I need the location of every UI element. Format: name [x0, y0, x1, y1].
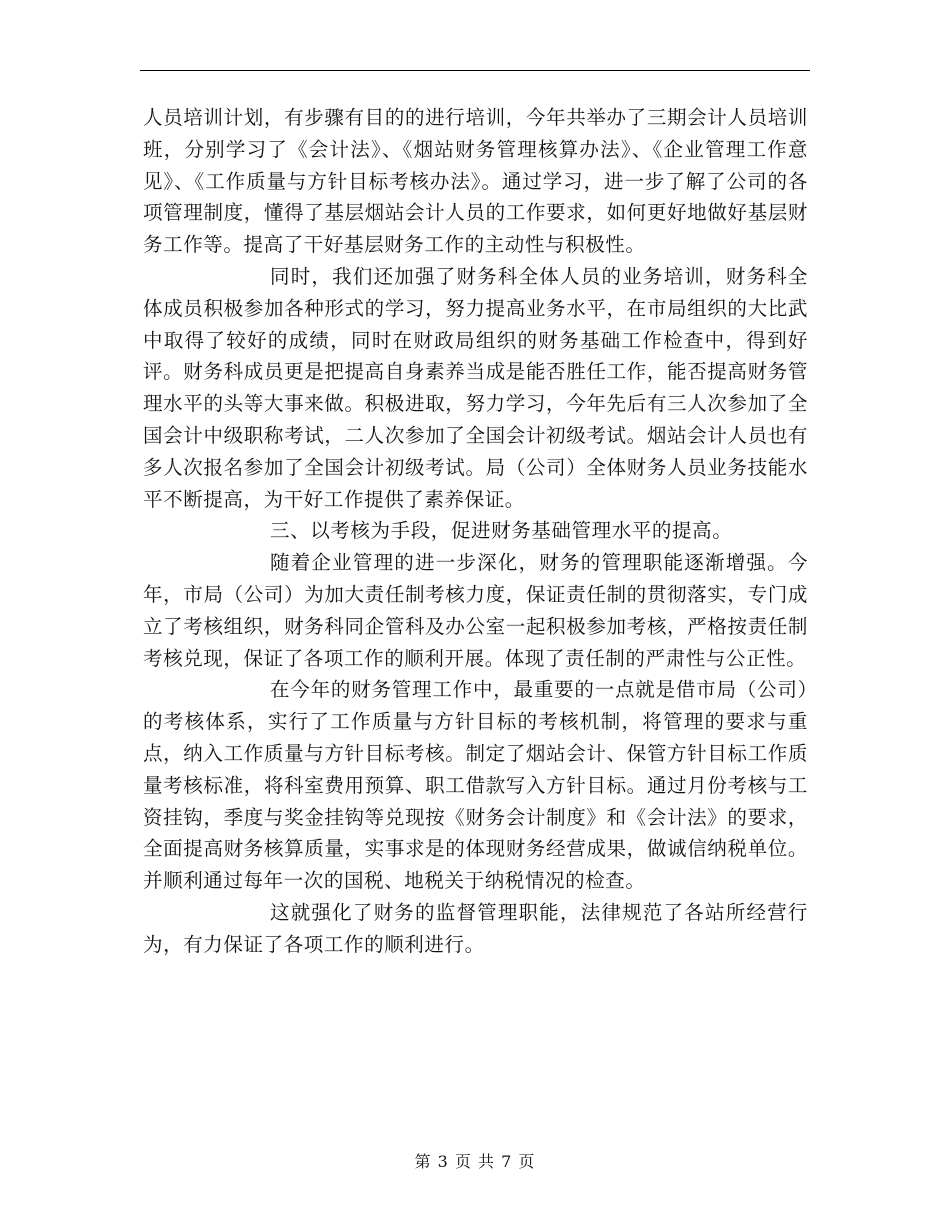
page-footer: 第 3 页 共 7 页: [414, 1152, 536, 1171]
paragraph-4: 随着企业管理的进一步深化，财务的管理职能逐渐增强。今年，市局（公司）为加大责任制考核力度，保证责任制的贯彻落实，专门成立了考核组织，财务科同企管科及办公室一起积极参加考核，严格按责任制考核兑现，保证了各项工作的顺利开展。体现了责任制的严肃性与公正性。: [143, 551, 808, 670]
header-rule: [140, 70, 810, 71]
paragraph-1: 人员培训计划，有步骤有目的的进行培训，今年共举办了三期会计人员培训班，分别学习了《会计法》、《烟站财务管理核算办法》、《企业管理工作意见》、《工作质量与方针目标考核办法》。通过学习，进一步了解了公司的各项管理制度，懂得了基层烟站会计人员的工作要求，如何更好地做好基层财务工作等。提高了干好基层财务工作的主动性与积极性。: [143, 106, 808, 257]
section-heading-3: 三、以考核为手段，促进财务基础管理水平的提高。: [270, 519, 733, 543]
paragraph-5: 在今年的财务管理工作中，最重要的一点就是借市局（公司）的考核体系，实行了工作质量与方针目标的考核机制，将管理的要求与重点，纳入工作质量与方针目标考核。制定了烟站会计、保管方针目标工作质量考核标准，将科室费用预算、职工借款写入方针目标。通过月份考核与工资挂钩，季度与奖金挂钩等兑现按《财务会计制度》和《会计法》的要求，全面提高财务核算质量，实事求是的体现财务经营成果，做诚信纳税单位。并顺利通过每年一次的国税、地税关于纳税情况的检查。: [143, 678, 808, 893]
document-body: [143, 102, 808, 961]
paragraph-2: 同时，我们还加强了财务科全体人员的业务培训，财务科全体成员积极参加各种形式的学习，努力提高业务水平，在市局组织的大比武中取得了较好的成绩，同时在财政局组织的财务基础工作检查中，得到好评。财务科成员更是把提高自身素养当成是能否胜任工作，能否提高财务管理水平的头等大事来做。积极进取，努力学习，今年先后有三人次参加了全国会计中级职称考试，二人次参加了全国会计初级考试。烟站会计人员也有多人次报名参加了全国会计初级考试。局（公司）全体财务人员业务技能水平不断提高，为干好工作提供了素养保证。: [143, 264, 808, 511]
paragraph-6: 这就强化了财务的监督管理职能，法律规范了各站所经营行为，有力保证了各项工作的顺利进行。: [143, 900, 808, 956]
